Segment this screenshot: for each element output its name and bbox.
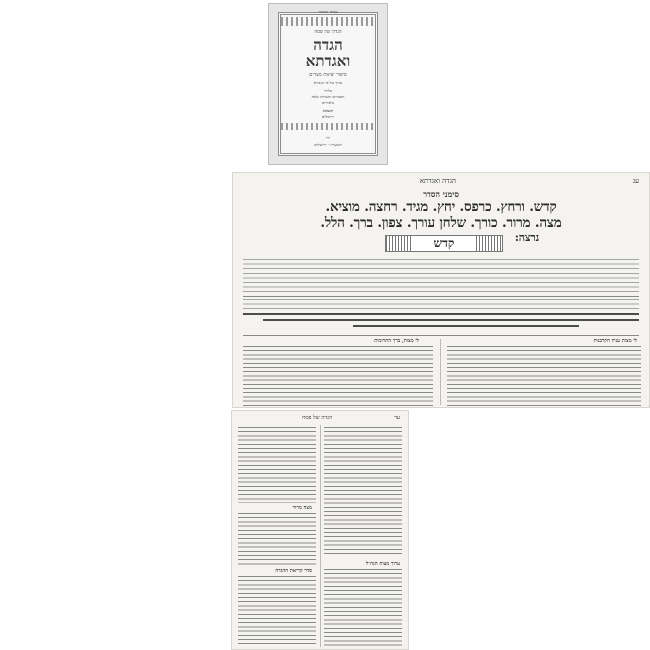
book-page-seder-signs xyxy=(232,172,650,408)
section-heading: ערוך מצות הגה״ל xyxy=(365,561,400,567)
cover-year: תשע״ח - ירושלים xyxy=(314,142,342,147)
book-page-commentary xyxy=(231,410,409,650)
commentary-column-left xyxy=(243,346,433,406)
column-separator xyxy=(440,339,441,405)
commentary-column-right xyxy=(447,346,641,406)
page-number: עד xyxy=(394,415,400,421)
cover-mid-ornament xyxy=(281,123,375,130)
commentary-column-left-middle xyxy=(238,513,316,565)
blessing-text-line-3 xyxy=(353,325,579,327)
column-heading-right: לי מצות עניין הקרבנות xyxy=(593,338,637,344)
cover-small5: ירושלים xyxy=(321,114,335,119)
commentary-column-right-top xyxy=(324,427,402,557)
seder-signs-line-1: קדש. ורחץ. כרפס. יחץ. מגיד. רחצה. מוציא. xyxy=(325,199,557,215)
cover-title-line2: ואגדתא xyxy=(305,52,351,70)
kadesh-banner xyxy=(385,235,503,252)
divider xyxy=(243,296,639,297)
running-header xyxy=(240,415,400,421)
cover-small2: הסברים והערות מאת xyxy=(311,94,345,99)
page-number: עג xyxy=(632,177,639,185)
cover-small1: בליווי xyxy=(324,88,332,93)
running-title: הגדה של פסח xyxy=(302,415,333,421)
cover-place: ירו xyxy=(325,135,331,140)
cover-sub2: ערוך על פי הגמרא xyxy=(313,80,343,85)
section-subtitle: סימני הסדר xyxy=(423,189,459,199)
cover-small3: ביאורים xyxy=(322,100,334,105)
commentary-column-right-bottom xyxy=(324,569,402,647)
cover-pre-title: הגדה של פסח xyxy=(314,30,342,35)
commentary-column-left-bottom xyxy=(238,576,316,647)
kadesh-label: קדש xyxy=(433,236,455,250)
commentary-column-left-top xyxy=(238,427,316,503)
cover-top-line: מצות המצוה xyxy=(318,9,338,14)
column-heading-left: לי מצות, ברך התרומות xyxy=(374,338,419,344)
commentary-text-block xyxy=(243,259,639,293)
blessing-text-line-2 xyxy=(263,319,639,321)
divider xyxy=(243,335,639,336)
cover-small4: הוצאת xyxy=(322,108,334,113)
cover-top-ornament xyxy=(281,17,375,26)
book-cover xyxy=(268,3,388,165)
section-heading: מצה מרור xyxy=(292,505,312,511)
cover-frame xyxy=(278,9,378,156)
column-separator xyxy=(320,425,321,647)
instruction-text xyxy=(243,299,639,311)
cover-subtitle: סיפור יציאת מצרים xyxy=(309,73,347,78)
blessing-text-line-1 xyxy=(243,313,639,315)
running-header xyxy=(243,177,639,185)
seder-signs-line-3: נרצה: xyxy=(514,231,539,244)
running-title: הגדה ואגדתא xyxy=(419,177,456,185)
seder-signs-line-2: מצה. מרור. כורך. שלחן עורך. צפון. ברך. הלל. xyxy=(320,215,562,231)
cover-title-line1: הגדה xyxy=(313,36,343,54)
section-heading: סדר קריאת ההגדה xyxy=(275,568,312,574)
